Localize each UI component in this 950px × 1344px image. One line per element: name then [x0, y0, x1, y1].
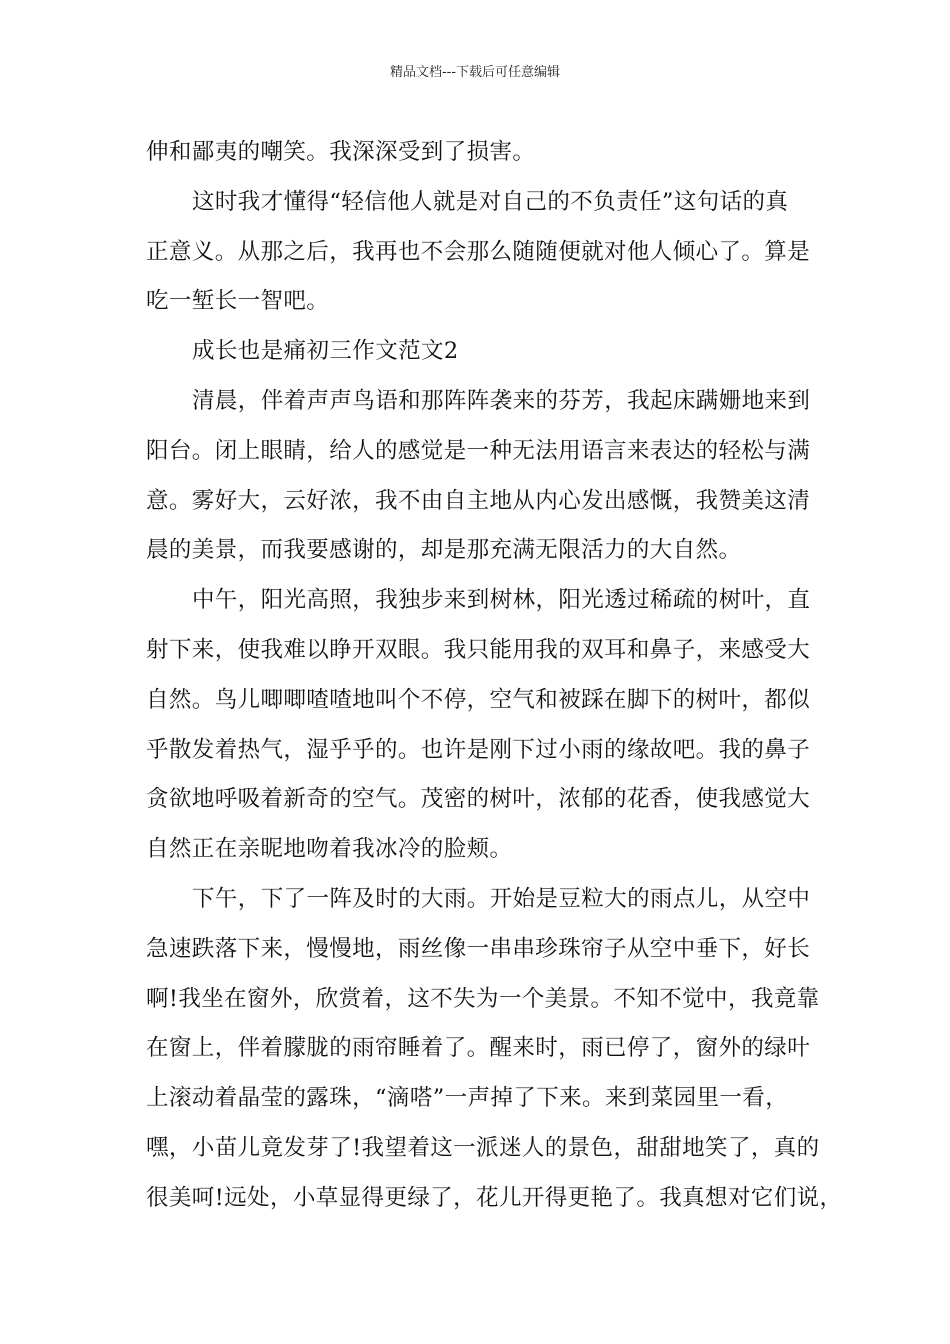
text-line: 急速跌落下来，慢慢地，雨丝像一串串珍珠帘子从空中垂下，好长: [146, 935, 811, 962]
text-line: 成长也是痛初三作文范文2: [192, 338, 459, 365]
text-line: 嘿，小苗儿竟发芽了!我望着这一派迷人的景色，甜甜地笑了，真的: [146, 1134, 820, 1161]
text-line: 阳台。闭上眼睛，给人的感觉是一种无法用语言来表达的轻松与满: [146, 437, 811, 464]
text-line: 中午，阳光高照，我独步来到树林，阳光透过稀疏的树叶，直: [192, 587, 811, 614]
text-line: 清晨，伴着声声鸟语和那阵阵袭来的芬芳，我起床蹒姗地来到: [192, 387, 811, 414]
text-line: 伸和鄙夷的嘲笑。我深深受到了损害。: [146, 139, 536, 165]
text-line: 意。雾好大，云好浓，我不由自主地从内心发出感慨，我赞美这清: [146, 487, 811, 514]
text-line: 下午，下了一阵及时的大雨。开始是豆粒大的雨点儿，从空中: [192, 885, 811, 912]
text-line: 啊!我坐在窗外，欣赏着，这不失为一个美景。不知不觉中，我竟靠: [146, 985, 820, 1012]
text-line: 很美呵!远处，小草显得更绿了，花儿开得更艳了。我真想对它们说，: [146, 1184, 843, 1211]
text-line: 自然。鸟儿唧唧喳喳地叫个不停，空气和被踩在脚下的树叶，都似: [146, 686, 811, 713]
text-line: 这时我才懂得“轻信他人就是对自己的不负责任”这句话的真: [192, 188, 789, 215]
page-header: 精品文档---下载后可任意编辑: [389, 65, 561, 80]
text-line: 乎散发着热气，湿乎乎的。也许是刚下过小雨的缘故吧。我的鼻子: [146, 736, 811, 763]
text-line: 晨的美景，而我要感谢的，却是那充满无限活力的大自然。: [146, 537, 742, 564]
text-line: 上滚动着晶莹的露珠，“滴嗒”一声掉了下来。来到菜园里一看，: [146, 1085, 789, 1112]
document-body: [146, 128, 843, 1224]
text-line: 在窗上，伴着朦胧的雨帘睡着了。醒来时，雨已停了，窗外的绿叶: [146, 1035, 811, 1062]
text-line: 吃一堑长一智吧。: [146, 288, 330, 315]
text-line: 贪欲地呼吸着新奇的空气。茂密的树叶，浓郁的花香，使我感觉大: [146, 786, 811, 813]
text-line: 正意义。从那之后，我再也不会那么随随便就对他人倾心了。算是: [146, 238, 811, 265]
text-line: 射下来，使我难以睁开双眼。我只能用我的双耳和鼻子，来感受大: [146, 636, 811, 663]
text-line: 自然正在亲昵地吻着我冰冷的脸颊。: [146, 836, 513, 863]
